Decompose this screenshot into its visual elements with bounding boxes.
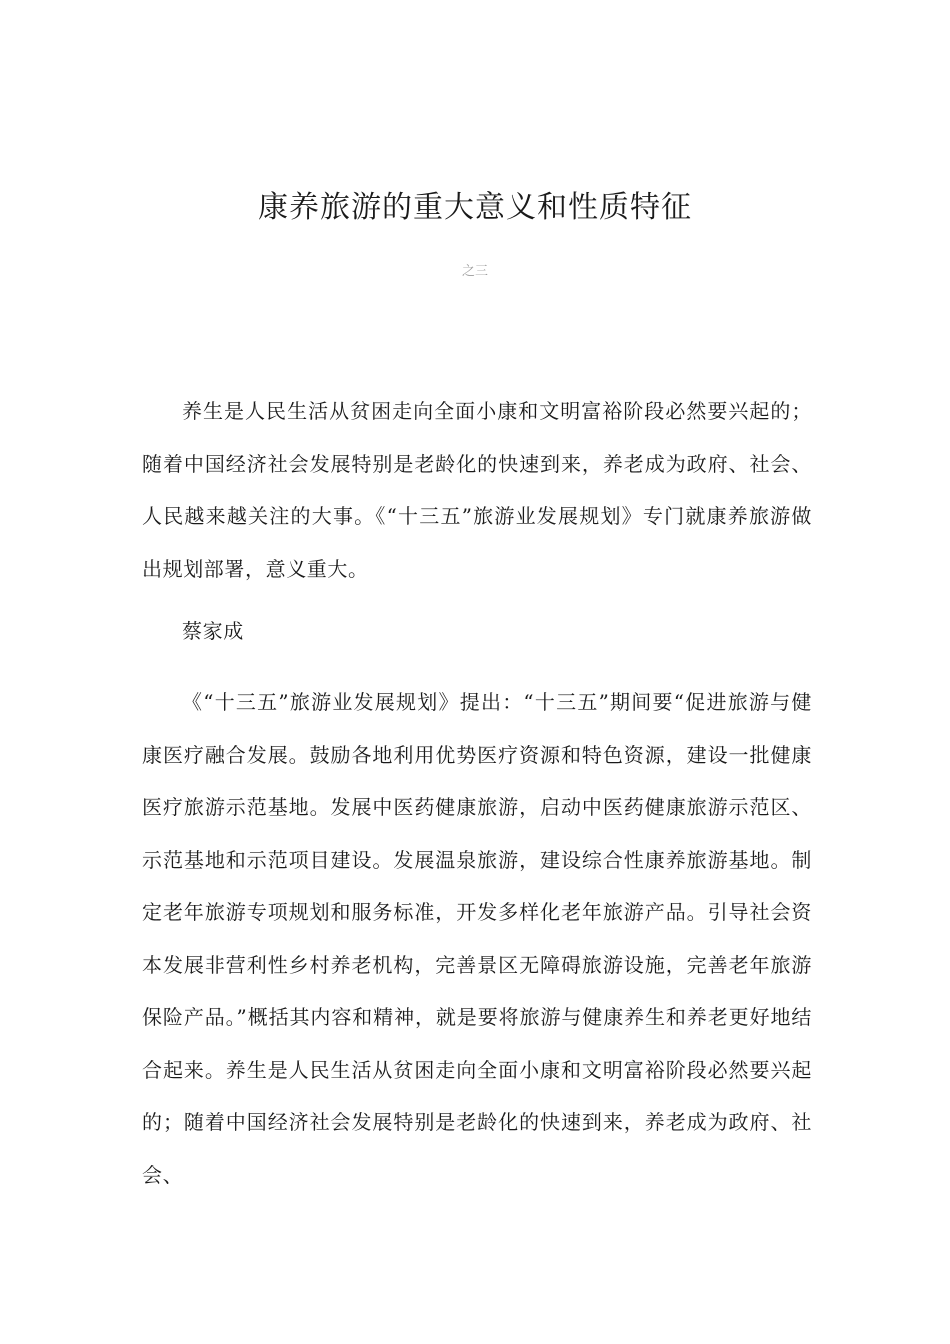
intro-paragraph: 养生是人民生活从贫困走向全面小康和文明富裕阶段必然要兴起的；随着中国经济社会发展特别是老龄化的快速到来，养老成为政府、社会、人民越来越关注的大事。《“十三五”旅游业发展规划》专门就康养旅游做出规划部署，意义重大。 xyxy=(142,399,812,581)
document-subtitle: 之三 xyxy=(461,264,488,279)
document-title: 康养旅游的重大意义和性质特征 xyxy=(258,190,692,225)
body-paragraph: 《“十三五”旅游业发展规划》提出：“十三五”期间要“促进旅游与健康医疗融合发展。鼓励各地利用优势医疗资源和特色资源，建设一批健康医疗旅游示范基地。发展中医药健康旅游，启动中医药健康旅游示范区、示范基地和示范项目建设。发展温泉旅游，建设综合性康养旅游基地。制定老年旅游专项规划和服务标准，开发多样化老年旅游产品。引导社会资本发展非营利性乡村养老机构，完善景区无障碍旅游设施，完善老年旅游保险产品。”概括其内容和精神，就是要将旅游与健康养生和养老更好地结合起来。养生是人民生活从贫困走向全面小康和文明富裕阶段必然要兴起的；随着中国经济社会发展特别是老龄化的快速到来，养老成为政府、社会、 xyxy=(142,690,812,1187)
author-name: 蔡家成 xyxy=(182,619,244,643)
